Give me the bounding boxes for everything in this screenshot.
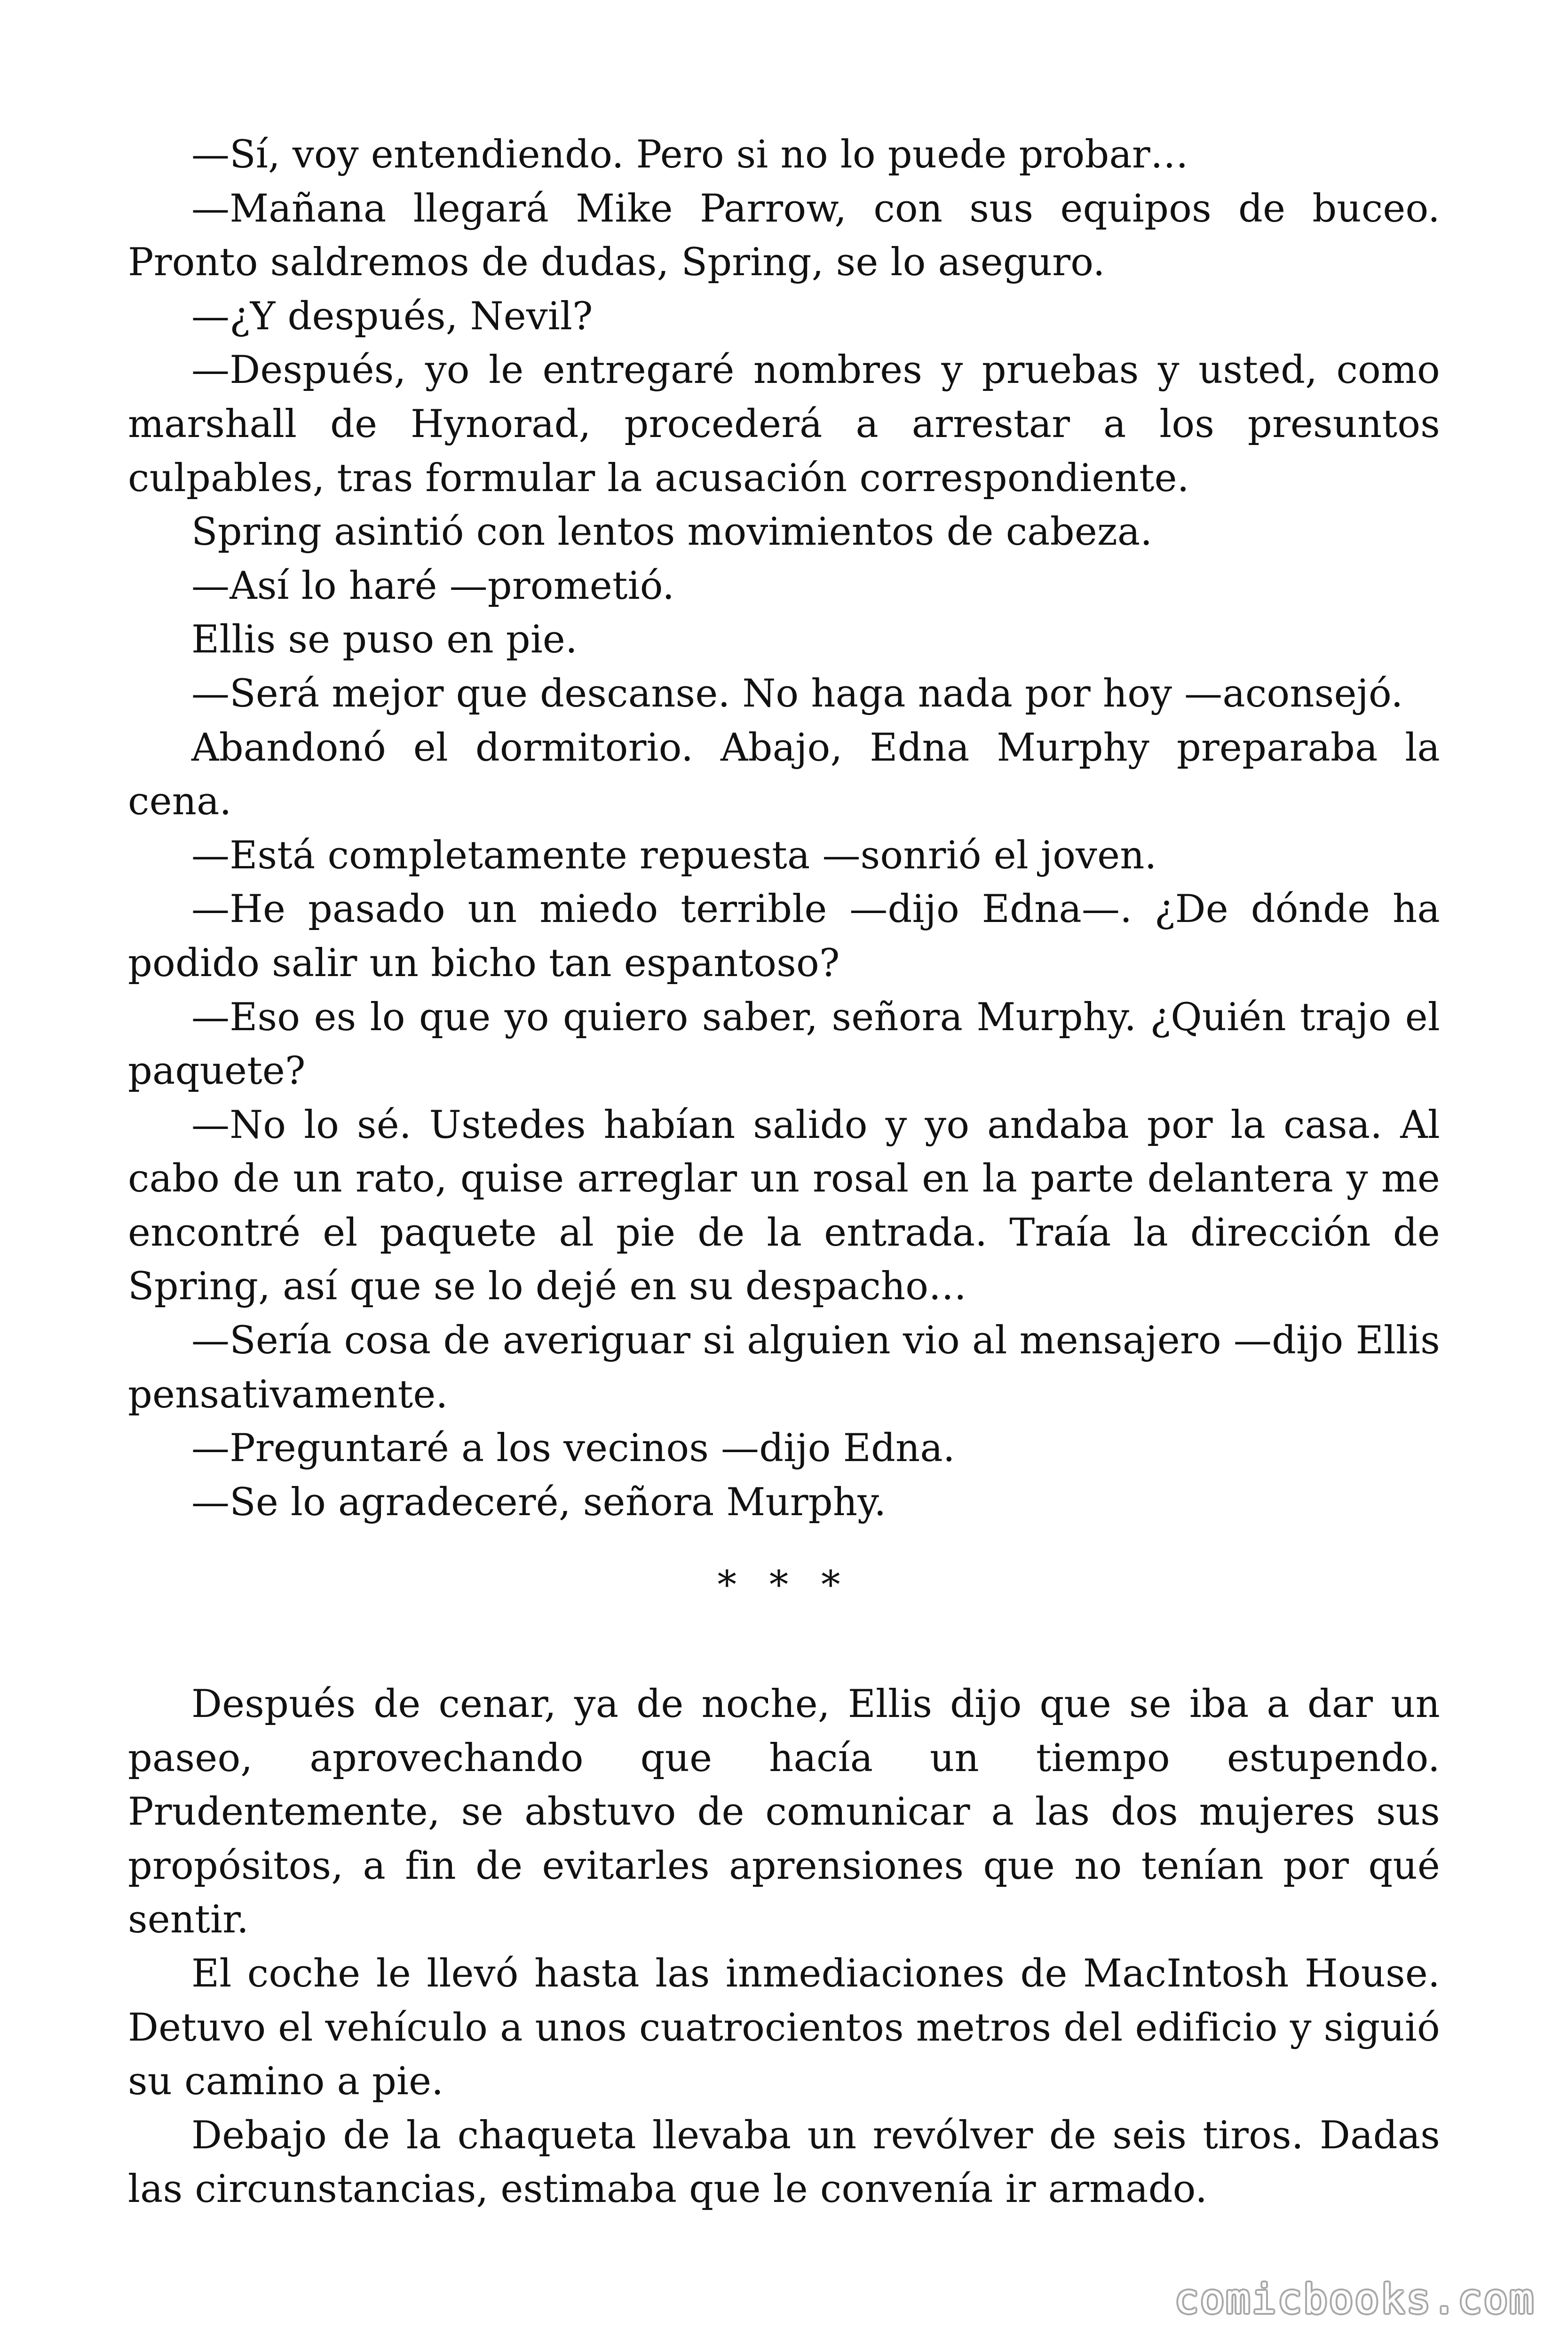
paragraph: —Se lo agradeceré, señora Murphy.: [191, 1480, 887, 1525]
paragraph: —Será mejor que descanse. No haga nada por hoy —aconsejó.: [191, 671, 1403, 716]
paragraph: Abandonó el dormitorio. Abajo, Edna Murphy preparaba la cena.: [128, 725, 1440, 824]
paragraph: —No lo sé. Ustedes habían salido y yo andaba por la casa. Al cabo de un rato, quise arreglar un rosal en la parte delantera y me encontré el paquete al pie de la entrada. Traía la dirección de Spring, así que se lo dejé en su despacho…: [128, 1103, 1440, 1309]
paragraph: —¿Y después, Nevil?: [191, 294, 593, 339]
text-section-after-break: [128, 1677, 1440, 2217]
paragraph: Ellis se puso en pie.: [191, 618, 578, 662]
paragraph: Debajo de la chaqueta llevaba un revólver de seis tiros. Dadas las circunstancias, estimaba que le convenía ir armado.: [128, 2113, 1440, 2212]
paragraph: —He pasado un miedo terrible —dijo Edna—. ¿De dónde ha podido salir un bicho tan espantoso?: [128, 887, 1440, 985]
paragraph: Después de cenar, ya de noche, Ellis dijo que se iba a dar un paseo, aprovechando que hacía un tiempo estupendo. Prudentemente, se abstuvo de comunicar a las dos mujeres sus propósitos, a fin de evitarles aprensiones que no tenían por qué sentir.: [128, 1682, 1440, 1942]
paragraph: —Sería cosa de averiguar si alguien vio al mensajero —dijo Ellis pensativamente.: [128, 1319, 1440, 1417]
section-break: * * *: [717, 1563, 851, 1607]
paragraph: —Sí, voy entendiendo. Pero si no lo puede probar…: [191, 133, 1189, 177]
paragraph: El coche le llevó hasta las inmediaciones de MacIntosh House. Detuvo el vehículo a unos cuatrocientos metros del edificio y siguió su camino a pie.: [128, 1951, 1440, 2104]
paragraph: Spring asintió con lentos movimientos de cabeza.: [191, 510, 1153, 555]
paragraph: —Así lo haré —prometió.: [191, 564, 675, 608]
paragraph: —Después, yo le entregaré nombres y pruebas y usted, como marshall de Hynorad, procederá a arrestar a los presuntos culpables, tras formular la acusación correspondiente.: [128, 348, 1440, 501]
paragraph: —Eso es lo que yo quiero saber, señora Murphy. ¿Quién trajo el paquete?: [128, 995, 1440, 1094]
paragraph: —Preguntaré a los vecinos —dijo Edna.: [191, 1426, 955, 1471]
paragraph: —Está completamente repuesta —sonrió el joven.: [191, 833, 1157, 878]
watermark-logo: comicbooks.com: [1174, 2276, 1535, 2323]
text-section-before-break: [128, 128, 1440, 1529]
paragraph: —Mañana llegará Mike Parrow, con sus equipos de buceo. Pronto saldremos de dudas, Spring, se lo aseguro.: [128, 186, 1440, 285]
